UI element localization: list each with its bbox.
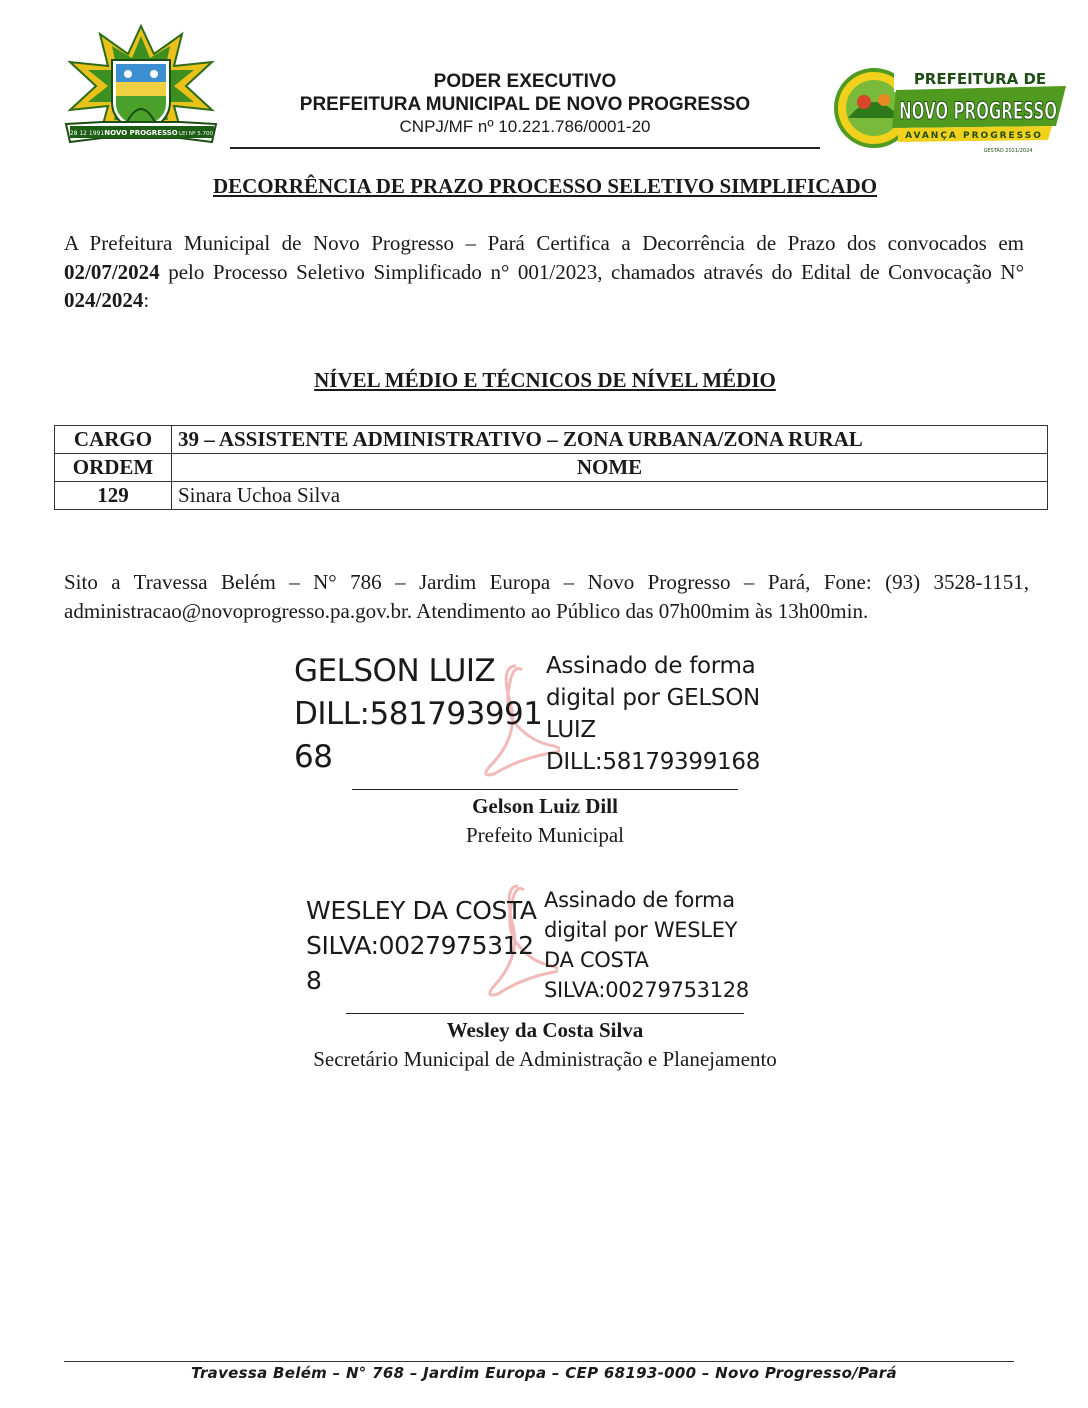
signatory-1-name: Gelson Luiz Dill (472, 794, 618, 818)
sig1-info-line: LUIZ (546, 717, 596, 743)
sig1-info-line: digital por GELSON (546, 685, 760, 711)
sig1-name-line: 68 (294, 739, 333, 775)
signatory-1-role: Prefeito Municipal (465, 823, 625, 847)
signatory-2-role: Secretário Municipal de Administração e Planejamento (313, 1047, 777, 1071)
footer-address: Travessa Belém – N° 768 – Jardim Europa – CEP 68193-000 – Novo Progresso/Pará (191, 1364, 897, 1382)
table-header-row (55, 454, 1048, 482)
sig2-info-line: DA COSTA (544, 948, 649, 972)
document-title: DECORRÊNCIA DE PRAZO PROCESSO SELETIVO SIMPLIFICADO (212, 174, 878, 198)
sig2-info-line: SILVA:00279753128 (544, 978, 749, 1002)
address-paragraph: Sito a Travessa Belém – N° 786 – Jardim Europa – Novo Progresso – Pará, Fone: (93) 3528-1151, administracao@novoprogresso.pa.gov.br. Atendimento ao Público das 07h00mim às 13h00min. (64, 570, 1029, 623)
nome-header: NOME (172, 454, 1048, 482)
table-cargo-row (55, 426, 1048, 454)
intro-text-3: : (143, 288, 150, 312)
logo-top-text: PREFEITURA DE (913, 70, 1047, 88)
signatory-1 (300, 792, 790, 850)
section-subtitle: NÍVEL MÉDIO E TÉCNICOS DE NÍVEL MÉDIO (314, 368, 776, 392)
signature-1-info (546, 650, 786, 778)
prefeitura-novo-progresso-logo (834, 56, 1068, 162)
signature-1-line (352, 789, 738, 790)
cargo-label: CARGO (55, 426, 172, 454)
logo-main-text: NOVO PROGRESSO (899, 97, 1057, 125)
intro-text-2: pelo Processo Seletivo Simplificado n° 001/2023, chamados através do Edital de Convocação N° (159, 259, 1024, 284)
sig1-info-line: DILL:58179399168 (546, 749, 761, 775)
intro-text-1: A Prefeitura Municipal de Novo Progresso – Pará Certifica a Decorrência de Prazo dos convocados em (64, 231, 1024, 255)
convocados-table (54, 425, 1048, 510)
row-nome: Sinara Uchoa Silva (172, 482, 1048, 510)
crest-date-right: LEI Nº 5.700 (178, 131, 214, 137)
table-row (55, 482, 1048, 510)
sig1-name-line: DILL:581793991 (294, 696, 543, 732)
ordem-header: ORDEM (55, 454, 172, 482)
logo-small-text: GESTÃO 2021/2024 (983, 148, 1033, 154)
row-ordem: 129 (55, 482, 172, 510)
cargo-value: 39 – ASSISTENTE ADMINISTRATIVO – ZONA URBANA/ZONA RURAL (172, 426, 1048, 454)
header-line-2: PREFEITURA MUNICIPAL DE NOVO PROGRESSO (299, 94, 751, 115)
signatory-2-name: Wesley da Costa Silva (446, 1018, 644, 1042)
signature-2-name (306, 893, 546, 998)
crest-band-text: NOVO PROGRESSO (104, 129, 178, 137)
header-line-1: PODER EXECUTIVO (433, 71, 617, 92)
municipal-crest-logo (62, 24, 220, 154)
sig2-info-line: Assinado de forma (544, 888, 735, 912)
intro-date: 02/07/2024 (64, 259, 160, 284)
logo-tagline: AVANÇA PROGRESSO (905, 131, 1043, 141)
footer-rule (64, 1361, 1014, 1362)
signature-2-line (346, 1013, 744, 1014)
header-cnpj: CNPJ/MF nº 10.221.786/0001-20 (399, 117, 651, 136)
sig2-name-line: SILVA:0027975312 (306, 931, 534, 960)
signature-2-info (544, 885, 784, 1005)
header-rule (230, 147, 820, 149)
sig2-info-line: digital por WESLEY (544, 918, 738, 942)
letterhead (230, 70, 820, 138)
signatory-2 (250, 1016, 840, 1074)
intro-paragraph (64, 229, 1024, 315)
intro-edital: 024/2024 (64, 288, 144, 312)
signature-1-name (294, 650, 544, 779)
crest-date-left: 28 12 1991 (69, 130, 105, 137)
sig2-name-line: WESLEY DA COSTA (306, 896, 537, 925)
sig1-info-line: Assinado de forma (546, 653, 756, 679)
sig1-name-line: GELSON LUIZ (294, 653, 496, 689)
sig2-name-line: 8 (306, 966, 322, 995)
